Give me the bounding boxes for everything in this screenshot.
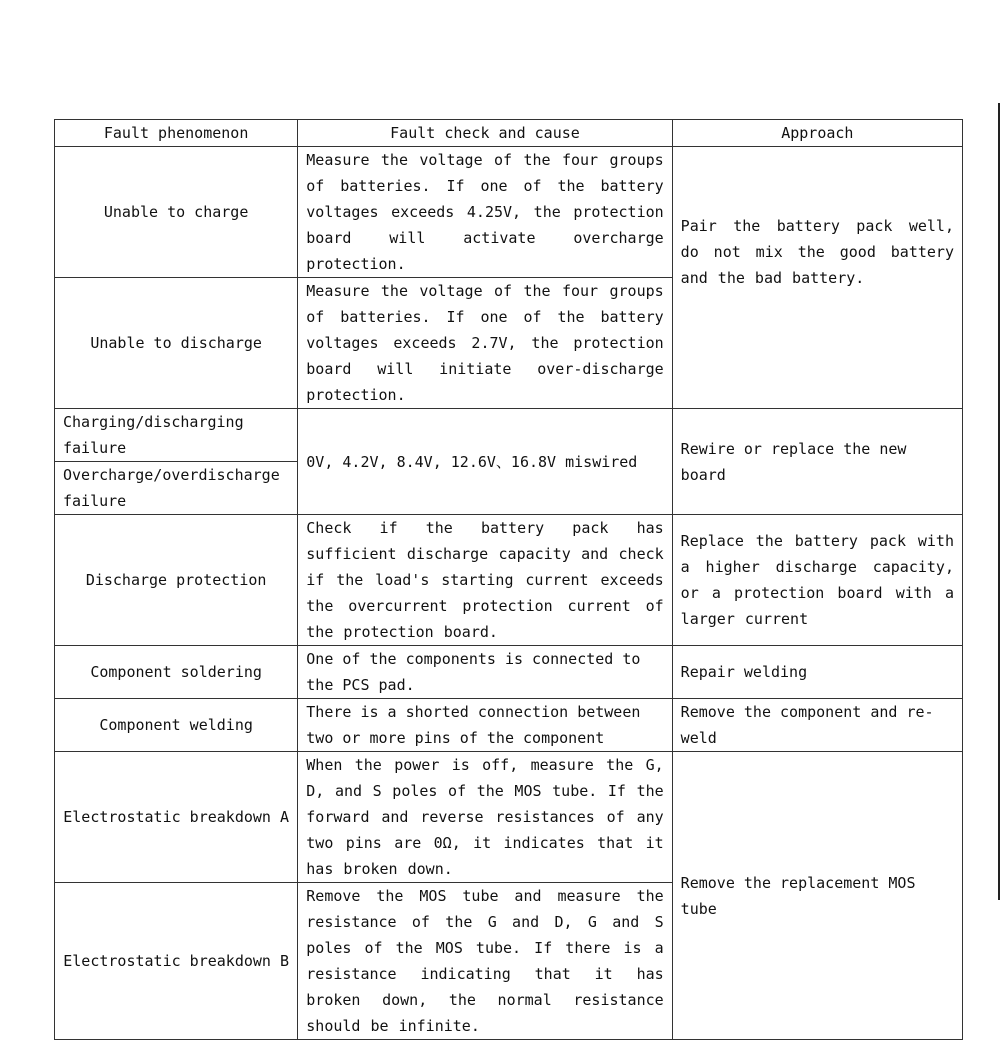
phenomenon-cell: Charging/discharging failure: [55, 409, 298, 462]
table-header-row: [55, 120, 963, 147]
cause-cell: Remove the MOS tube and measure the resistance of the G and D, G and S poles of the MOS tube. If there is a resistance indicating that it has broken down, the normal resistance should be infinite.: [298, 883, 672, 1040]
phenomenon-cell: Unable to discharge: [55, 278, 298, 409]
phenomenon-cell: Unable to charge: [55, 147, 298, 278]
phenomenon-cell: Overcharge/overdischarge failure: [55, 462, 298, 515]
approach-cell: Pair the battery pack well, do not mix the good battery and the bad battery.: [672, 147, 962, 409]
phenomenon-cell: Electrostatic breakdown A: [55, 752, 298, 883]
phenomenon-cell: Electrostatic breakdown B: [55, 883, 298, 1040]
header-fault-check-cause: Fault check and cause: [298, 120, 672, 147]
cause-cell: Check if the battery pack has sufficient discharge capacity and check if the load's starting current exceeds the overcurrent protection current of the protection board.: [298, 515, 672, 646]
cause-cell: There is a shorted connection between two or more pins of the component: [298, 699, 672, 752]
fault-table: [54, 119, 963, 1040]
approach-cell: Replace the battery pack with a higher discharge capacity, or a protection board with a larger current: [672, 515, 962, 646]
table-row: [55, 147, 963, 278]
header-approach: Approach: [672, 120, 962, 147]
header-fault-phenomenon: Fault phenomenon: [55, 120, 298, 147]
table-row: [55, 515, 963, 646]
table-row: [55, 699, 963, 752]
page-edge-rule: [998, 103, 1000, 900]
cause-cell: When the power is off, measure the G, D, and S poles of the MOS tube. If the forward and reverse resistances of any two pins are 0Ω, it indicates that it has broken down.: [298, 752, 672, 883]
phenomenon-cell: Component soldering: [55, 646, 298, 699]
cause-cell: 0V, 4.2V, 8.4V, 12.6V、16.8V miswired: [298, 409, 672, 515]
cause-cell: Measure the voltage of the four groups of batteries. If one of the battery voltages exceeds 2.7V, the protection board will initiate over-discharge protection.: [298, 278, 672, 409]
approach-cell: Repair welding: [672, 646, 962, 699]
approach-cell: Rewire or replace the new board: [672, 409, 962, 515]
cause-cell: Measure the voltage of the four groups of batteries. If one of the battery voltages exceeds 4.25V, the protection board will activate overcharge protection.: [298, 147, 672, 278]
table-row: [55, 646, 963, 699]
table-row: [55, 752, 963, 883]
cause-cell: One of the components is connected to the PCS pad.: [298, 646, 672, 699]
phenomenon-cell: Component welding: [55, 699, 298, 752]
fault-table-container: [54, 119, 964, 1035]
table-row: [55, 409, 963, 462]
approach-cell: Remove the replacement MOS tube: [672, 752, 962, 1040]
approach-cell: Remove the component and re-weld: [672, 699, 962, 752]
phenomenon-cell: Discharge protection: [55, 515, 298, 646]
